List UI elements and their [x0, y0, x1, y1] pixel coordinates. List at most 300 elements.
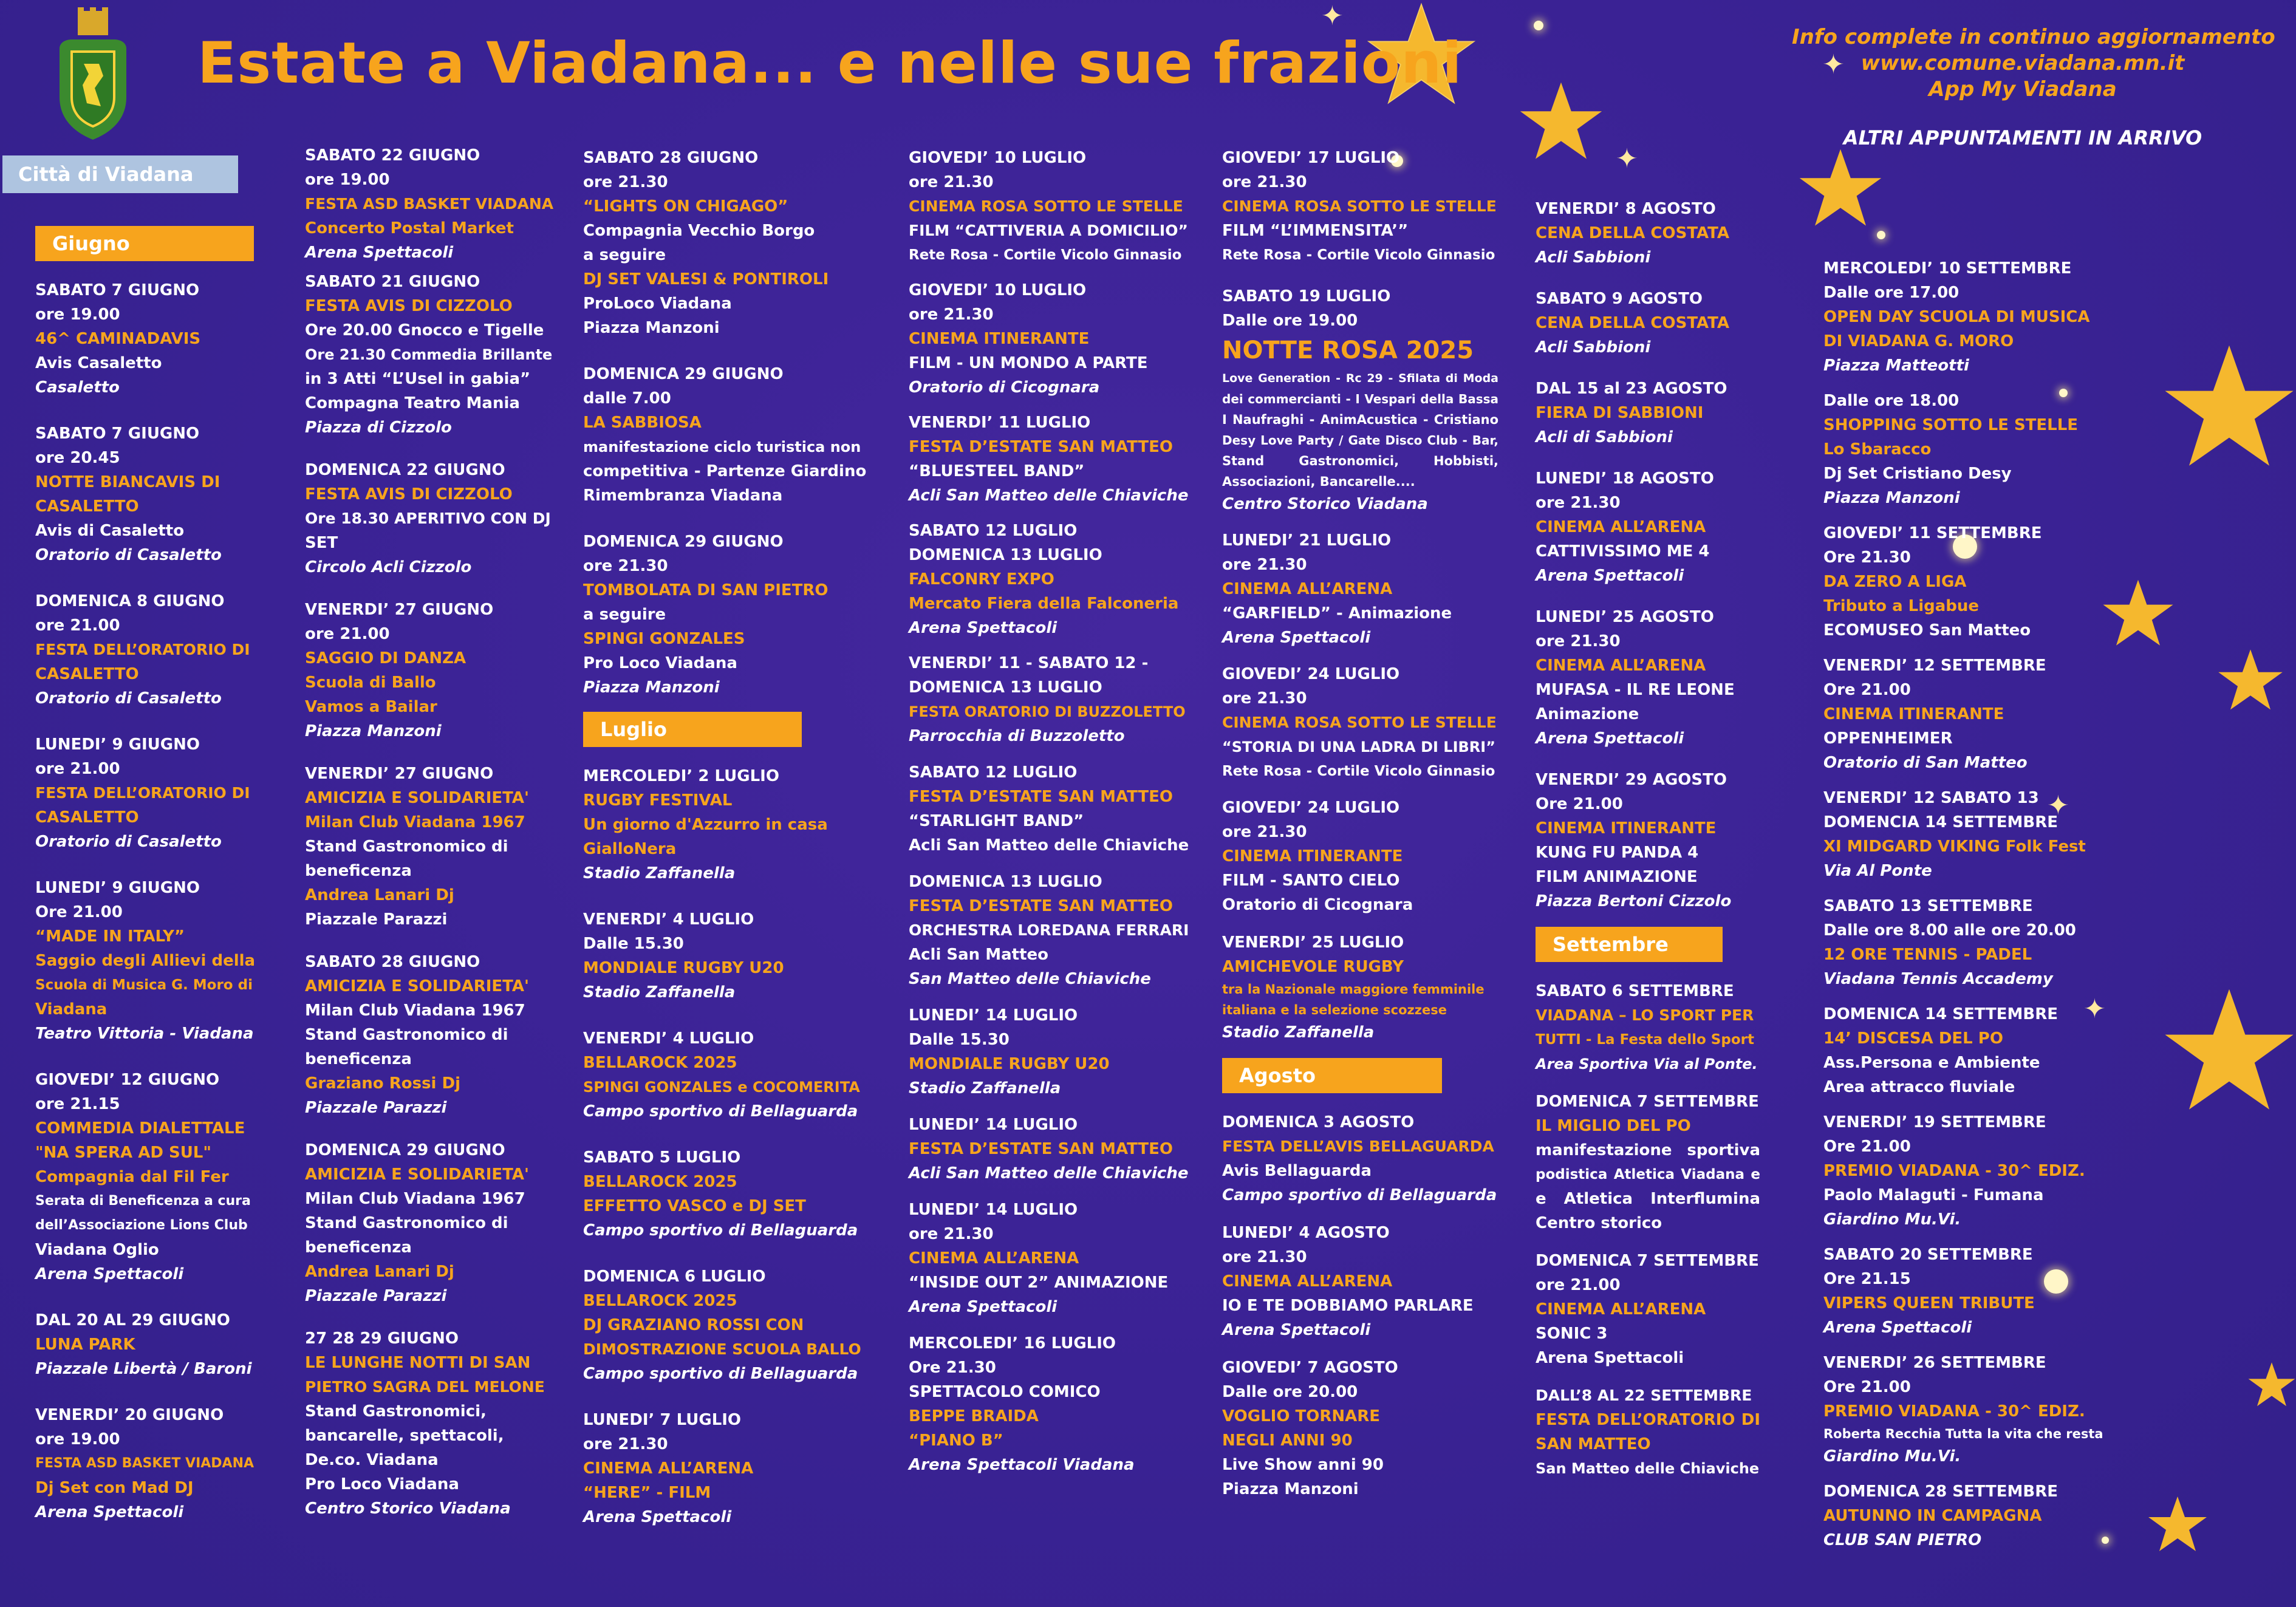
event-detail: “GARFIELD” - Animazione — [1222, 604, 1452, 623]
event-detail: ore 20.45 — [35, 449, 120, 467]
event-detail: Avis Bellaguarda — [1222, 1162, 1372, 1180]
event-item — [1823, 894, 2127, 991]
event-detail: ore 21.30 — [909, 173, 994, 191]
event-detail: Piazza Manzoni — [583, 319, 720, 337]
event-title: FESTA DELL’ORATORIO DI — [35, 641, 250, 658]
event-location: Arena Spettacoli — [1536, 729, 1684, 748]
event-detail: competitiva - Partenze Giardino — [583, 462, 867, 480]
event-date: GIOVEDI’ 10 LUGLIO — [909, 281, 1087, 299]
event-detail: dalle 7.00 — [583, 389, 671, 408]
event-item — [35, 1403, 257, 1524]
event-detail: beneficenza — [305, 1238, 412, 1257]
event-title: CINEMA ITINERANTE — [1222, 847, 1403, 865]
event-item — [1536, 466, 1760, 588]
event-title: IL MIGLIO DEL PO — [1536, 1117, 1691, 1135]
event-detail: ore 21.30 — [1536, 632, 1621, 650]
event-item — [909, 760, 1189, 858]
event-detail: Ore 21.30 — [1823, 548, 1911, 567]
event-date: GIOVEDI’ 7 AGOSTO — [1222, 1359, 1398, 1377]
event-detail: CATTIVISSIMO ME 4 — [1536, 542, 1710, 561]
website-link[interactable]: www.comune.viadana.mn.it — [1860, 51, 2185, 75]
event-detail: podistica Atletica Viadana e — [1536, 1167, 1760, 1182]
page-title: Estate a Viadana... e nelle sue frazioni — [197, 30, 1463, 97]
event-location: Arena Spettacoli — [909, 1298, 1057, 1316]
event-location: Parrocchia di Buzzoletto — [909, 727, 1125, 745]
event-title: FALCONRY EXPO — [909, 570, 1054, 589]
event-detail: Piazzale Parazzi — [305, 910, 448, 929]
event-date: SABATO 9 AGOSTO — [1536, 290, 1703, 308]
event-title: Saggio degli Allievi della — [35, 952, 256, 970]
event-item — [1536, 979, 1760, 1076]
event-date: SABATO 28 GIUGNO — [305, 953, 480, 971]
event-detail: Ore 21.00 — [1536, 795, 1623, 813]
event-title: Mercato Fiera della Falconeria — [909, 595, 1179, 613]
event-item — [1222, 1221, 1498, 1342]
event-detail: ore 21.30 — [1222, 823, 1307, 841]
event-detail: Stand Gastronomico di — [305, 1214, 508, 1232]
events-column — [1536, 197, 1760, 1481]
event-title: DJ SET VALESI & PONTIROLI — [583, 270, 829, 288]
event-detail: Pro Loco Viadana — [305, 1475, 459, 1493]
event-date: SABATO 7 GIUGNO — [35, 281, 200, 299]
event-date: SABATO 5 LUGLIO — [583, 1148, 741, 1167]
event-title: RUGBY FESTIVAL — [583, 791, 733, 810]
event-title: TUTTI - La Festa dello Sport — [1536, 1032, 1754, 1048]
event-date: DOMENICA 13 LUGLIO — [909, 873, 1102, 891]
event-location: Viadana Tennis Accademy — [1823, 970, 2053, 988]
event-detail: Dj Set Cristiano Desy — [1823, 465, 2012, 483]
event-location: Piazza Bertoni Cizzolo — [1536, 892, 1732, 910]
event-location: Stadio Zaffanella — [583, 983, 736, 1001]
event-detail: Ore 21.00 — [1823, 1138, 1911, 1156]
event-location: Campo sportivo di Bellaguarda — [583, 1102, 858, 1121]
event-title: FESTA ASD BASKET VIADANA — [305, 195, 554, 213]
event-detail: Avis Casaletto — [35, 354, 162, 372]
event-title: “PIANO B” — [909, 1431, 1003, 1450]
event-location: Arena Spettacoli Viadana — [909, 1456, 1135, 1474]
event-date: SABATO 12 LUGLIO — [909, 763, 1078, 782]
event-location: Piazzale Parazzi — [305, 1287, 447, 1305]
event-date: VENERDI’ 11 LUGLIO — [909, 414, 1091, 432]
event-location: Arena Spettacoli — [35, 1503, 184, 1521]
event-detail: FILM “CATTIVERIA A DOMICILIO” — [909, 222, 1188, 239]
crest-icon — [53, 6, 132, 143]
event-title: COMMEDIA DIALETTALE — [35, 1119, 245, 1138]
event-title: CINEMA ALL’ARENA — [1222, 1272, 1393, 1291]
event-title: BELLAROCK 2025 — [583, 1173, 737, 1191]
event-item — [305, 1326, 554, 1521]
event-item — [1536, 605, 1760, 751]
event-title: BELLAROCK 2025 — [583, 1054, 737, 1072]
event-item — [1222, 796, 1498, 917]
event-detail: San Matteo delle Chiaviche — [1536, 1460, 1760, 1477]
event-title: FESTA D’ESTATE SAN MATTEO — [909, 438, 1174, 456]
event-item — [1222, 1356, 1498, 1501]
event-date: GIOVEDI’ 10 LUGLIO — [909, 149, 1087, 167]
event-item — [1222, 662, 1498, 783]
event-title: tra la Nazionale maggiore femminile — [1222, 982, 1485, 997]
event-detail: Milan Club Viadana 1967 — [305, 1190, 525, 1208]
event-location: Piazza Manzoni — [583, 678, 720, 697]
event-item — [909, 146, 1189, 267]
event-item — [583, 764, 869, 885]
event-item — [583, 1026, 869, 1124]
event-title: DJ GRAZIANO ROSSI CON — [583, 1316, 804, 1334]
event-title: CINEMA ITINERANTE — [909, 330, 1090, 348]
event-title: AMICIZIA E SOLIDARIETA' — [305, 789, 529, 807]
event-date: VENERDI’ 20 GIUGNO — [35, 1406, 224, 1424]
event-title: 14’ DISCESA DEL PO — [1823, 1029, 2003, 1048]
event-detail: Pro Loco Viadana — [583, 654, 737, 672]
event-title: FESTA D’ESTATE SAN MATTEO — [909, 897, 1174, 915]
event-detail: Paolo Malaguti - Fumana — [1823, 1186, 2044, 1204]
event-detail: “INSIDE OUT 2” ANIMAZIONE — [909, 1274, 1169, 1292]
event-date: LUNEDI’ 14 LUGLIO — [909, 1201, 1078, 1219]
event-item — [1222, 146, 1498, 267]
event-date: SABATO 21 GIUGNO — [305, 273, 480, 291]
event-detail: Centro storico — [1536, 1214, 1662, 1232]
sparkle-icon: ✦ — [2047, 790, 2069, 821]
event-detail: Avis di Casaletto — [35, 522, 185, 540]
event-item — [1823, 1351, 2127, 1469]
event-title: FESTA D’ESTATE SAN MATTEO — [909, 1140, 1174, 1158]
event-title: CASALETTO — [35, 497, 139, 516]
event-date: MERCOLEDI’ 16 LUGLIO — [909, 1334, 1116, 1353]
event-date: 27 28 29 GIUGNO — [305, 1329, 459, 1348]
event-title: SHOPPING SOTTO LE STELLE — [1823, 416, 2079, 434]
event-title: PIETRO SAGRA DEL MELONE — [305, 1378, 545, 1396]
events-column — [1222, 146, 1498, 1501]
event-title: “MADE IN ITALY” — [35, 927, 185, 946]
event-detail: bancarelle, spettacoli, — [305, 1427, 504, 1445]
event-detail: OPPENHEIMER — [1823, 729, 1953, 748]
event-title: Scuola di Ballo — [305, 674, 436, 692]
event-location: Piazzale Libertà / Baroni — [35, 1360, 252, 1378]
event-location: Campo sportivo di Bellaguarda — [583, 1221, 858, 1240]
event-detail: Arena Spettacoli — [1536, 1349, 1684, 1367]
event-location: Casaletto — [35, 378, 120, 397]
event-date: GIOVEDI’ 24 LUGLIO — [1222, 799, 1400, 817]
event-date: VENERDI’ 4 LUGLIO — [583, 1029, 754, 1048]
event-title: NEGLI ANNI 90 — [1222, 1431, 1353, 1450]
event-item — [305, 950, 554, 1120]
sparkle-icon: ✦ — [1822, 49, 1845, 80]
event-title: CINEMA ALL’ARENA — [1536, 1300, 1706, 1319]
dot-icon — [1877, 231, 1885, 239]
event-title: BEPPE BRAIDA — [909, 1407, 1039, 1425]
event-detail: “STORIA DI UNA LADRA DI LIBRI” — [1222, 739, 1495, 756]
event-location: Acli San Matteo delle Chiaviche — [909, 486, 1189, 505]
event-detail: Oratorio di Cicognara — [1222, 896, 1413, 914]
event-detail: KUNG FU PANDA 4 — [1536, 844, 1699, 862]
event-item — [1536, 768, 1760, 913]
info-block — [1792, 24, 2275, 103]
event-item — [909, 1113, 1189, 1186]
event-item — [35, 278, 257, 400]
event-detail: Stand Gastronomici, — [305, 1402, 487, 1421]
star-icon — [1519, 79, 1604, 164]
event-detail: SPETTACOLO COMICO — [909, 1383, 1101, 1401]
event-detail: ore 21.30 — [909, 1225, 994, 1243]
event-item — [583, 907, 869, 1005]
event-detail: beneficenza — [305, 1050, 412, 1068]
event-title: FESTA DELL’AVIS BELLAGUARDA — [1222, 1138, 1494, 1155]
event-location: Piazza Manzoni — [1823, 489, 1960, 507]
event-location: Arena Spettacoli — [1222, 629, 1371, 647]
event-date: LUNEDI’ 25 AGOSTO — [1536, 608, 1714, 626]
event-date: DOMENICA 28 SETTEMBRE — [1823, 1482, 2059, 1501]
event-title: LUNA PARK — [35, 1336, 135, 1354]
event-title: OPEN DAY SCUOLA DI MUSICA — [1823, 308, 2090, 326]
event-detail: “STARLIGHT BAND” — [909, 812, 1084, 830]
event-title: Lo Sbaracco — [1823, 440, 1932, 459]
event-location: San Matteo delle Chiaviche — [909, 970, 1151, 988]
event-location: Piazza Manzoni — [305, 722, 442, 740]
event-title: GialloNera — [583, 840, 677, 858]
event-detail: Ore 21.30 — [909, 1359, 996, 1377]
event-date: VENERDI’ 11 - SABATO 12 - — [909, 654, 1149, 672]
event-detail: Ore 21.15 — [1823, 1270, 1911, 1288]
event-item — [583, 146, 869, 340]
event-item — [305, 1138, 554, 1308]
event-item — [583, 1264, 869, 1386]
event-title: AMICIZIA E SOLIDARIETA' — [305, 1165, 529, 1184]
event-title: “LIGHTS ON CHIGAGO” — [583, 197, 788, 216]
event-detail: ECOMUSEO San Matteo — [1823, 621, 2031, 640]
event-item — [35, 876, 257, 1046]
event-detail: DOMENICA 13 LUGLIO — [909, 678, 1102, 697]
event-title: Tributo a Ligabue — [1823, 597, 1980, 615]
star-icon — [1798, 146, 1883, 231]
event-title: CINEMA ALL’ARENA — [1222, 580, 1393, 598]
event-title: italiana e la selezione scozzese — [1222, 1003, 1447, 1017]
event-title: CINEMA ROSA SOTTO LE STELLE — [909, 197, 1183, 215]
event-item — [1823, 1479, 2127, 1552]
event-date: LUNEDI’ 14 LUGLIO — [909, 1006, 1078, 1025]
event-title: PREMIO VIADANA - 30^ EDIZ. — [1823, 1402, 2085, 1421]
event-item — [1222, 930, 1498, 1045]
event-location: Arena Spettacoli — [1222, 1321, 1371, 1339]
event-location: Arena Spettacoli — [909, 619, 1057, 637]
event-detail: ore 21.15 — [35, 1095, 120, 1113]
event-item — [583, 362, 869, 508]
event-date: MERCOLEDI’ 10 SETTEMBRE — [1823, 259, 2072, 278]
event-location: Piazzale Parazzi — [305, 1099, 447, 1117]
event-location: Centro Storico Viadana — [305, 1500, 511, 1518]
event-date: LUNEDI’ 21 LUGLIO — [1222, 531, 1392, 550]
event-title: Milan Club Viadana 1967 — [305, 813, 525, 831]
event-detail: beneficenza — [305, 862, 412, 880]
event-item — [305, 143, 554, 265]
event-detail: ore 21.00 — [35, 616, 120, 635]
event-detail: ore 21.30 — [1222, 1248, 1307, 1266]
event-location: Arena Spettacoli — [1823, 1319, 1972, 1337]
event-detail: Dalle ore 8.00 alle ore 20.00 — [1823, 921, 2076, 940]
events-column — [909, 146, 1189, 1477]
event-item — [1536, 1384, 1760, 1481]
event-title: AUTUNNO IN CAMPAGNA — [1823, 1507, 2042, 1525]
event-date: DOMENICA 14 SETTEMBRE — [1823, 1005, 2059, 1023]
event-detail: ORCHESTRA LOREDANA FERRARI — [909, 921, 1189, 939]
event-item — [909, 1331, 1189, 1477]
event-title: LA SABBIOSA — [583, 414, 702, 432]
event-detail: dei commercianti - I Vespari della Bassa — [1222, 392, 1498, 406]
event-detail: Stand Gastronomico di — [305, 838, 508, 856]
event-title: Dj Set con Mad DJ — [35, 1479, 194, 1497]
event-title: NOTTE ROSA 2025 — [1222, 336, 1474, 364]
event-location: Oratorio di Casaletto — [35, 689, 222, 708]
event-detail: ore 21.00 — [35, 760, 120, 778]
event-date: GIOVEDI’ 11 SETTEMBRE — [1823, 524, 2042, 542]
event-detail: Dalle 15.30 — [583, 935, 684, 953]
event-item — [909, 411, 1189, 508]
event-date: MERCOLEDI’ 2 LUGLIO — [583, 767, 779, 785]
event-item — [1536, 1249, 1760, 1370]
event-title: CASALETTO — [35, 808, 139, 827]
event-item — [1823, 1002, 2127, 1099]
event-detail: a seguire — [583, 246, 666, 264]
event-detail: Animazione — [1536, 705, 1639, 723]
event-item — [1823, 1243, 2127, 1340]
star-icon — [2147, 1494, 2208, 1555]
event-title: Andrea Lanari Dj — [305, 886, 454, 904]
event-date: DOMENICA 7 SETTEMBRE — [1536, 1252, 1759, 1270]
star-icon — [2217, 647, 2284, 714]
event-location: Oratorio di San Matteo — [1823, 754, 2028, 772]
event-detail: Stand Gastronomici, Hobbisti, — [1222, 454, 1498, 468]
event-title: CINEMA ALL’ARENA — [909, 1249, 1079, 1268]
event-title: Scuola di Musica G. Moro di — [35, 977, 253, 993]
event-detail: Roberta Recchia Tutta la vita che resta — [1823, 1427, 2103, 1441]
event-date: DOMENICA 3 AGOSTO — [1222, 1113, 1415, 1131]
event-title: Viadana — [35, 1000, 108, 1018]
event-location: Acli di Sabbioni — [1536, 428, 1673, 446]
event-item — [305, 270, 554, 440]
dot-icon — [1534, 21, 1543, 30]
event-detail: Live Show anni 90 — [1222, 1456, 1384, 1474]
event-item — [305, 762, 554, 932]
event-detail: SET — [305, 534, 338, 552]
event-detail: Area attracco fluviale — [1823, 1078, 2015, 1096]
event-date: LUNEDI’ 9 GIUGNO — [35, 879, 200, 897]
sparkle-icon: ✦ — [1321, 1, 1344, 32]
event-detail: Rete Rosa - Cortile Vicolo Ginnasio — [909, 247, 1182, 263]
event-location: Piazza Matteotti — [1823, 357, 1969, 375]
event-title: Vamos a Bailar — [305, 698, 437, 716]
event-location: Arena Spettacoli — [1536, 567, 1684, 585]
event-title: CENA DELLA COSTATA — [1536, 314, 1729, 332]
event-detail: ore 19.00 — [35, 305, 120, 324]
event-date: DALL’8 AL 22 SETTEMBRE — [1536, 1387, 1752, 1404]
event-date: GIOVEDI’ 24 LUGLIO — [1222, 665, 1400, 683]
event-detail: Ore 20.00 Gnocco e Tigelle — [305, 321, 544, 339]
event-item — [1823, 1110, 2127, 1232]
event-title: FESTA D’ESTATE SAN MATTEO — [909, 788, 1174, 806]
event-date: DOMENICA 22 GIUGNO — [305, 461, 505, 479]
event-detail: Rete Rosa - Cortile Vicolo Ginnasio — [1222, 763, 1495, 779]
event-title: SPINGI GONZALES e COCOMERITA — [583, 1079, 860, 1096]
event-item — [583, 1145, 869, 1243]
event-title: VOGLIO TORNARE — [1222, 1407, 1381, 1425]
event-date: Dalle ore 18.00 — [1823, 392, 1959, 410]
event-detail: De.co. Viadana — [305, 1451, 439, 1469]
star-icon — [2162, 340, 2296, 474]
event-detail: manifestazione ciclo turistica non — [583, 438, 861, 455]
event-title: SAN MATTEO — [1536, 1435, 1651, 1453]
event-title: VIPERS QUEEN TRIBUTE — [1823, 1294, 2035, 1312]
event-date: DOMENICA 29 GIUGNO — [583, 365, 784, 383]
sparkle-icon: ✦ — [1616, 143, 1638, 174]
event-date: DOMENICA 29 GIUGNO — [583, 533, 784, 551]
event-date: SABATO 12 LUGLIO — [909, 522, 1078, 540]
event-date: LUNEDI’ 18 AGOSTO — [1536, 469, 1714, 488]
event-location: Centro Storico Viadana — [1222, 495, 1428, 513]
event-title: “HERE” - FILM — [583, 1484, 711, 1502]
event-title: FIERA DI SABBIONI — [1536, 404, 1704, 422]
event-location: Stadio Zaffanella — [583, 864, 736, 882]
event-item — [909, 278, 1189, 400]
event-date: VENERDI’ 19 SETTEMBRE — [1823, 1113, 2046, 1131]
event-detail: Dalle 15.30 — [909, 1031, 1010, 1049]
event-location: Campo sportivo di Bellaguarda — [583, 1365, 858, 1383]
event-date: VENERDI’ 27 GIUGNO — [305, 765, 494, 783]
month-header: Settembre — [1536, 927, 1723, 962]
event-date: LUNEDI’ 9 GIUGNO — [35, 735, 200, 754]
event-title: CASALETTO — [35, 665, 139, 683]
star-icon — [2162, 984, 2296, 1117]
event-title: EFFETTO VASCO e DJ SET — [583, 1197, 806, 1215]
event-title: Graziano Rossi Dj — [305, 1074, 461, 1093]
event-location: Stadio Zaffanella — [1222, 1023, 1375, 1042]
event-detail: Love Generation - Rc 29 - Sfilata di Moda — [1222, 372, 1498, 385]
event-title: DIMOSTRAZIONE SCUOLA BALLO — [583, 1340, 861, 1358]
event-title: Andrea Lanari Dj — [305, 1263, 454, 1281]
event-title: PREMIO VIADANA - 30^ EDIZ. — [1823, 1162, 2085, 1180]
event-date: VENERDI’ 12 SETTEMBRE — [1823, 657, 2046, 675]
event-item — [1536, 197, 1760, 270]
event-title: FESTA DELL’ORATORIO DI — [1536, 1411, 1760, 1429]
sparkle-icon: ✦ — [2083, 994, 2106, 1025]
event-title: Concerto Postal Market — [305, 219, 514, 237]
event-item — [35, 589, 257, 711]
event-detail: ore 21.30 — [583, 557, 668, 575]
event-detail: e Atletica Interflumina — [1536, 1190, 1760, 1208]
citta-badge: Città di Viadana — [2, 155, 238, 193]
info-line: Info complete in continuo aggiornamento — [1792, 25, 2275, 49]
event-date: DAL 15 al 23 AGOSTO — [1536, 380, 1727, 398]
event-title: Compagnia dal Fil Fer — [35, 1168, 229, 1186]
event-detail: Dalle ore 19.00 — [1222, 312, 1358, 330]
event-detail: FILM “L’IMMENSITA’” — [1222, 222, 1409, 240]
event-detail: Ass.Persona e Ambiente — [1823, 1054, 2040, 1072]
event-detail: ProLoco Viadana — [583, 295, 732, 313]
month-header: Luglio — [583, 712, 802, 747]
event-date: SABATO 28 GIUGNO — [583, 149, 759, 167]
event-title: CINEMA ALL’ARENA — [583, 1459, 754, 1478]
event-location: Oratorio di Casaletto — [35, 546, 222, 564]
event-detail: ore 21.30 — [583, 173, 668, 191]
event-location: Arena Spettacoli — [583, 1508, 732, 1526]
event-detail: Acli San Matteo — [909, 946, 1049, 964]
event-detail: FILM - SANTO CIELO — [1222, 872, 1400, 890]
event-detail: Ore 18.30 APERITIVO CON DJ — [305, 510, 551, 527]
event-item — [35, 1308, 257, 1381]
event-title: AMICIZIA E SOLIDARIETA' — [305, 977, 529, 995]
event-detail: ore 21.00 — [1536, 1276, 1621, 1294]
event-item — [583, 530, 869, 700]
event-detail: ore 21.30 — [1536, 494, 1621, 512]
event-item — [35, 1068, 257, 1286]
